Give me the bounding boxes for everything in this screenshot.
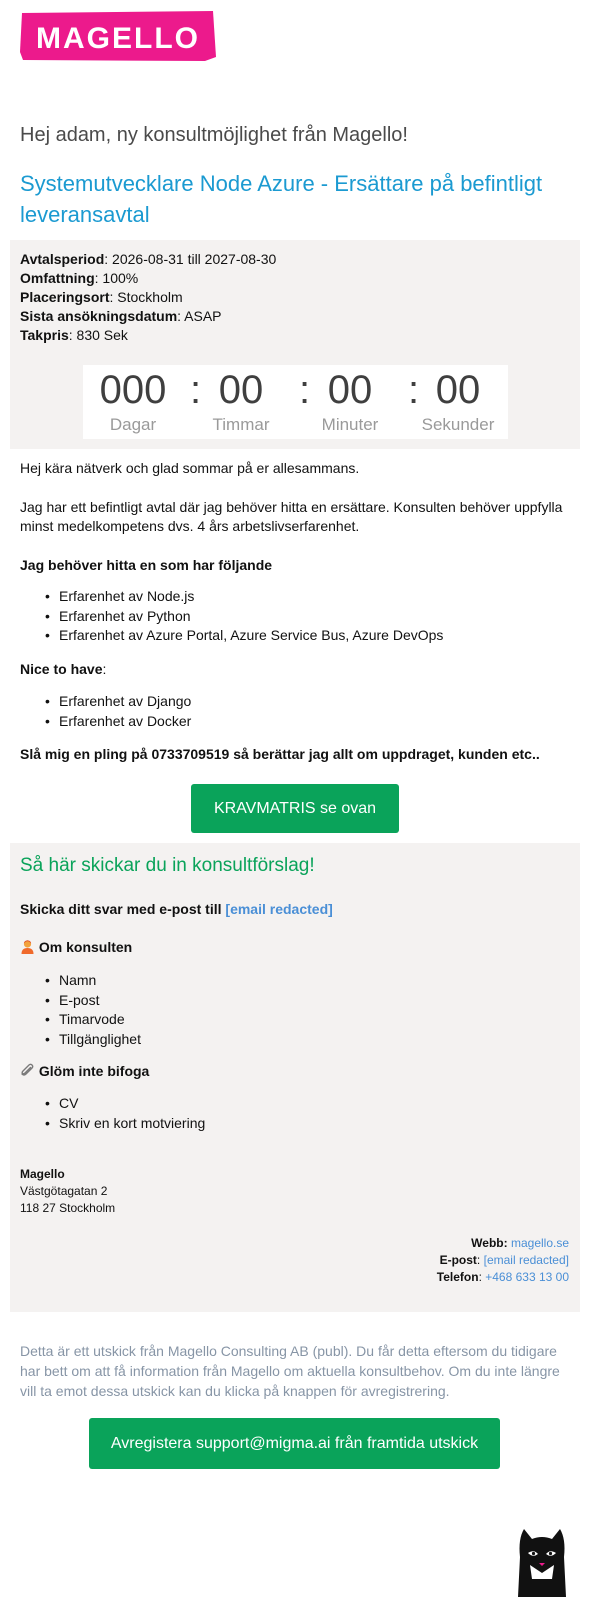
countdown-hours	[191, 365, 291, 436]
unsubscribe-button[interactable]: Avregistera support@migma.ai från framtida utskick	[89, 1418, 500, 1469]
countdown-seconds-value: 00	[435, 368, 481, 412]
company-address	[20, 1166, 115, 1217]
detail-row	[20, 307, 276, 326]
nice-to-have-list	[59, 692, 191, 731]
footer-note: Detta är ett utskick från Magello Consulting AB (publ). Du får detta eftersom du tidigare har bett om att få information från Magello om aktuella konsultbehov. Om du inte längre vill ta emot dessa utskick kan du klicka på knappen för avregistrering.	[20, 1343, 560, 1399]
detail-value: : ASAP	[177, 308, 222, 324]
contact-email	[437, 1252, 569, 1269]
job-details-panel	[10, 240, 580, 449]
detail-value: : Stockholm	[109, 289, 183, 305]
person-icon	[20, 939, 35, 954]
greeting: Hej adam, ny konsultmöjlighet från Magello!	[20, 124, 408, 146]
detail-row	[20, 250, 276, 269]
list-item: • E-post	[59, 991, 141, 1011]
send-email-link[interactable]: [email redacted]	[225, 901, 333, 917]
cat-mascot-icon	[508, 1517, 576, 1597]
countdown-separator: :	[408, 368, 420, 412]
detail-list	[20, 250, 276, 345]
paperclip-icon	[20, 1063, 35, 1078]
body-paragraph: Jag har ett befintligt avtal där jag behöver hitta en ersättare. Konsulten behöver uppfylla minst medelkompetens dvs. 4 års arbetslivserfarenhet.	[20, 499, 563, 534]
countdown-separator: :	[299, 368, 311, 412]
detail-label: Omfattning	[20, 270, 95, 286]
list-item: • Skriv en kort motviering	[59, 1114, 205, 1134]
list-item: • Erfarenhet av Python	[59, 607, 443, 627]
countdown-timer	[83, 365, 508, 439]
contact-email-link[interactable]: [email redacted]	[483, 1253, 569, 1267]
apply-instructions-panel	[10, 843, 580, 1312]
detail-label: Placeringsort	[20, 289, 110, 305]
contact-colon: :	[478, 1270, 482, 1284]
list-item: • Erfarenhet av Azure Portal, Azure Service Bus, Azure DevOps	[59, 626, 443, 646]
countdown-hours-value: 00	[218, 368, 264, 412]
kravmatris-button[interactable]: KRAVMATRIS se ovan	[191, 784, 399, 833]
countdown-separator: :	[190, 368, 202, 412]
about-consultant-list	[59, 971, 141, 1049]
list-item: • Erfarenhet av Node.js	[59, 587, 443, 607]
list-item: • Erfarenhet av Django	[59, 692, 191, 712]
attach-label: Glöm inte bifoga	[38, 1063, 150, 1079]
intro-text: Hej kära nätverk och glad sommar på er allesammans.	[20, 460, 360, 476]
logo-text: MAGELLO	[36, 22, 200, 55]
list-item: • Namn	[59, 971, 141, 991]
send-text: Skicka ditt svar med e-post till	[20, 901, 222, 917]
contact-email-label: E-post	[439, 1253, 477, 1267]
detail-row	[20, 288, 276, 307]
attach-heading	[20, 1062, 149, 1081]
nice-to-have-heading	[20, 660, 575, 679]
detail-value: : 830 Sek	[68, 327, 128, 343]
contact-web-label: Webb:	[471, 1236, 508, 1250]
countdown-days-value: 000	[99, 368, 167, 412]
attach-list	[59, 1094, 205, 1133]
countdown-days	[83, 365, 183, 436]
countdown-hours-label: Timmar	[212, 415, 270, 434]
countdown-seconds	[408, 365, 508, 436]
countdown-minutes-value: 00	[327, 368, 373, 412]
detail-label: Avtalsperiod	[20, 251, 105, 267]
detail-value: : 2026-08-31 till 2027-08-30	[104, 251, 277, 267]
requirements-heading: Jag behöver hitta en som har följande	[20, 557, 273, 573]
website-link[interactable]: magello.se	[510, 1236, 569, 1250]
detail-label: Sista ansökningsdatum	[20, 308, 178, 324]
detail-row	[20, 269, 276, 288]
countdown-days-label: Dagar	[109, 415, 157, 434]
detail-label: Takpris	[20, 327, 69, 343]
requirements-list	[59, 587, 443, 646]
apply-title: Så här skickar du in konsultförslag!	[20, 855, 315, 876]
list-item: • CV	[59, 1094, 205, 1114]
detail-row	[20, 326, 276, 345]
nice-to-have-colon: :	[102, 661, 107, 677]
countdown-seconds-label: Sekunder	[421, 415, 495, 434]
contact-phone-label: Telefon	[436, 1270, 479, 1284]
magello-logo	[19, 10, 217, 62]
company-street: Västgötagatan 2	[20, 1184, 108, 1198]
list-item: • Erfarenhet av Docker	[59, 712, 191, 732]
detail-value: : 100%	[94, 270, 139, 286]
job-title: Systemutvecklare Node Azure - Ersättare på befintligt leveransavtal	[20, 171, 543, 227]
countdown-minutes	[300, 365, 400, 436]
contact-web	[437, 1235, 569, 1252]
about-consultant-label: Om konsulten	[38, 939, 133, 955]
send-instruction	[20, 900, 333, 919]
nice-to-have-label: Nice to have	[20, 661, 103, 677]
contact-info	[437, 1235, 569, 1286]
contact-phone	[437, 1269, 569, 1286]
countdown-minutes-label: Minuter	[321, 415, 379, 434]
list-item: • Tillgänglighet	[59, 1030, 141, 1050]
contact-phone-link[interactable]: +468 633 13 00	[485, 1270, 569, 1284]
contact-colon: :	[476, 1253, 481, 1267]
company-name: Magello	[20, 1167, 65, 1181]
about-consultant-heading	[20, 938, 132, 957]
list-item: • Timarvode	[59, 1010, 141, 1030]
company-city: 118 27 Stockholm	[20, 1201, 116, 1215]
call-to-action: Slå mig en pling på 0733709519 så berättar jag allt om uppdraget, kunden etc..	[20, 746, 540, 762]
